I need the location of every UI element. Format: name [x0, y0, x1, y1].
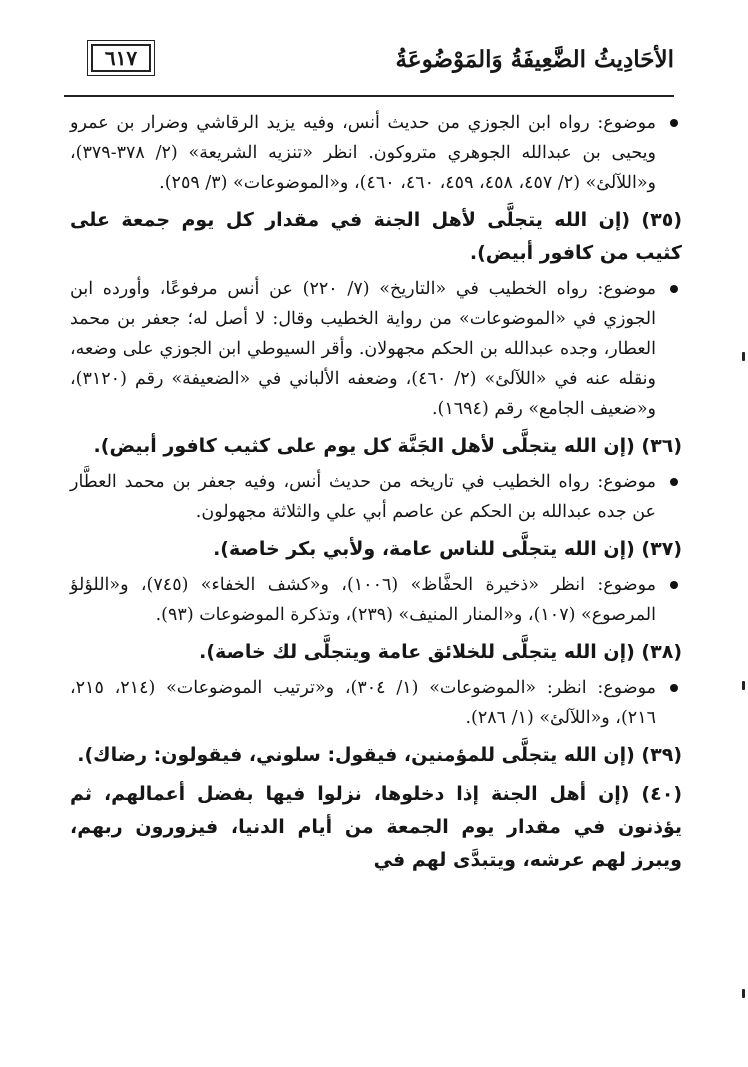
grading-note	[70, 673, 682, 733]
grading-note	[70, 274, 682, 424]
grading-text: موضوع: انظر «ذخيرة الحفَّاظ» (١٠٠٦)، و«كشف الخفاء» (٧٤٥)، و«اللؤلؤ المرصوع» (١٠٧)، و«المنار المنيف» (٢٣٩)، وتذكرة الموضوعات (٩٣).	[70, 575, 656, 625]
hadith-title: (٣٩) (إن الله يتجلَّى للمؤمنين، فيقول: سلوني، فيقولون: رضاك).	[77, 744, 682, 766]
header-rule	[64, 95, 674, 97]
hadith-title: (٣٦) (إن الله يتجلَّى لأهل الجَنَّة كل يوم على كثيب كافور أبيض).	[93, 435, 682, 457]
bullet-icon	[670, 119, 678, 127]
page-body	[70, 108, 682, 881]
hadith-title: (٣٥) (إن الله يتجلَّى لأهل الجنة في مقدار كل يوم جمعة على كثيب من كافور أبيض).	[70, 209, 682, 264]
margin-mark	[742, 352, 745, 361]
bullet-icon	[670, 478, 678, 486]
margin-mark	[742, 989, 745, 998]
hadith-title: (٣٨) (إن الله يتجلَّى للخلائق عامة ويتجلَّى لك خاصة).	[199, 641, 682, 663]
grading-note	[70, 570, 682, 630]
page-number: ٦١٧	[91, 44, 151, 72]
bullet-icon	[670, 684, 678, 692]
grading-text: موضوع: رواه ابن الجوزي من حديث أنس، وفيه يزيد الرقاشي وضرار بن عمرو ويحيى بن عبدالله الجوهري متروكون. انظر «تنزيه الشريعة» (٢/ ٣٧٨-٣٧٩)، و«اللآلئ» (٢/ ٤٥٧، ٤٥٨، ٤٥٩، ٤٦٠، ٤٦٠)، و«الموضوعات» (٣/ ٢٥٩).	[70, 113, 656, 193]
grading-text: موضوع: رواه الخطيب في تاريخه من حديث أنس، وفيه جعفر بن محمد العطَّار عن جده عبدالله بن الحكم عن عاصم أبي علي والثلاثة مجهولون.	[70, 472, 656, 522]
hadith-title: (٣٧) (إن الله يتجلَّى للناس عامة، ولأبي بكر خاصة).	[213, 538, 682, 560]
grading-note	[70, 108, 682, 198]
page-header	[66, 40, 674, 90]
grading-text: موضوع: انظر: «الموضوعات» (١/ ٣٠٤)، و«ترتيب الموضوعات» (٢١٤، ٢١٥، ٢١٦)، و«اللآلئ» (١/ ٢٨٦).	[70, 678, 656, 728]
bullet-icon	[670, 285, 678, 293]
running-title: الأحَادِيثُ الضَّعِيفَةُ وَالمَوْضُوعَةُ	[395, 46, 674, 73]
grading-note	[70, 467, 682, 527]
bullet-icon	[670, 581, 678, 589]
grading-text: موضوع: رواه الخطيب في «التاريخ» (٧/ ٢٢٠) عن أنس مرفوعًا، وأورده ابن الجوزي في «الموضوعات» من رواية الخطيب وقال: لا أصل له؛ جعفر بن محمد العطار، وجده عبدالله بن الحكم مجهولان. وأقر السيوطي ابن الجوزي على وضعه، ونقله عنه في «اللآلئ» (٢/ ٤٦٠)، وضعفه الألباني في «الضعيفة» رقم (٣١٢٠)، و«ضعيف الجامع» رقم (١٦٩٤).	[70, 279, 657, 419]
margin-mark	[742, 681, 745, 690]
hadith-title: (٤٠) (إن أهل الجنة إذا دخلوها، نزلوا فيها بفضل أعمالهم، ثم يؤذنون في مقدار يوم الجمعة من أيام الدنيا، فيزورون ربهم، ويبرز لهم عرشه، ويتبدَّى لهم في	[70, 783, 682, 871]
